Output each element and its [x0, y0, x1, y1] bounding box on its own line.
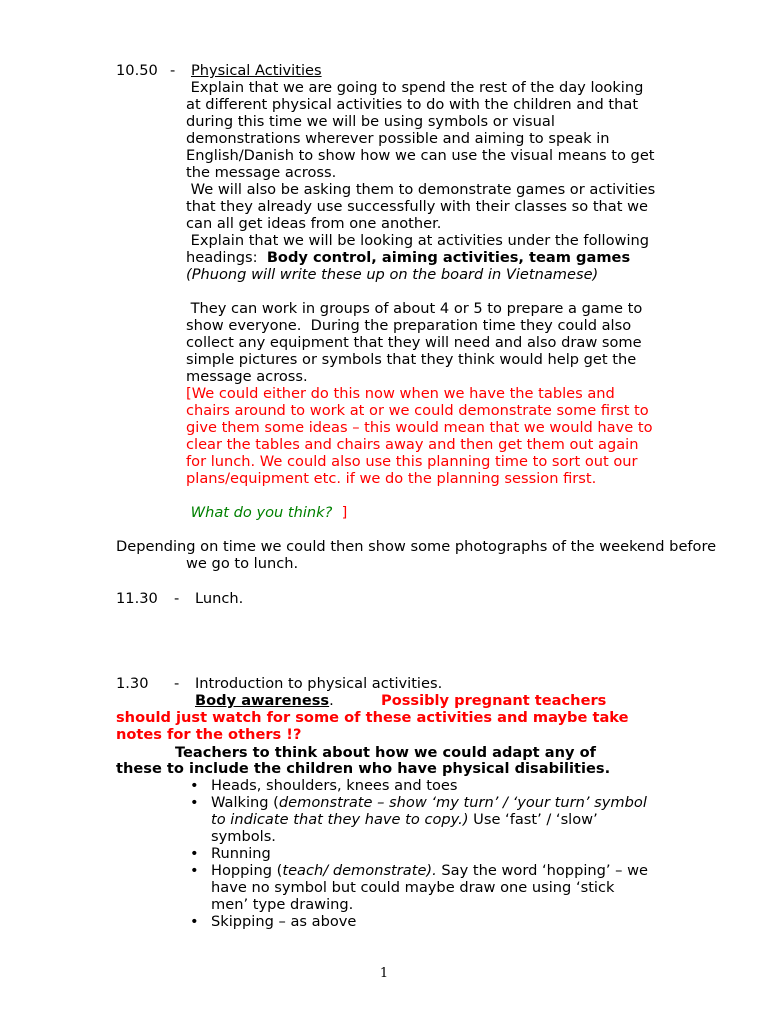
teachers-adapt-note-start: Teachers to think about how we could adapt any of — [175, 744, 596, 761]
walking-instruction: demonstrate – show ‘my turn’ / ‘your turn’ symbol to indicate that they have to copy.) — [211, 794, 647, 828]
headings-note: (Phuong will write these up on the board in Vietnamese) — [186, 249, 640, 283]
pregnant-teachers-note-start: Possibly pregnant teachers — [381, 692, 607, 709]
pregnant-teachers-note-rest: should just watch for some of these activities and maybe take notes for the others !? — [116, 709, 629, 743]
red-planning-note: [We could either do this now when we have the tables and chairs around to work at or we could demonstrate some first to give them some ideas – this would mean that we would have to clear the tables and chairs away and then get them out again for lunch. We could also use this planning time to sort out our plans/equipment etc. if we do the planning session first. — [186, 385, 653, 487]
hopping-label: Hopping ( — [211, 862, 283, 879]
what-do-you-think-text: What do you think? — [186, 504, 333, 521]
paragraph-headings — [186, 232, 656, 283]
list-item — [186, 862, 656, 913]
list-item: • Skipping – as above — [186, 913, 656, 930]
lunch-dash: - — [174, 590, 180, 607]
page-number: 1 — [379, 966, 389, 981]
body-awareness-period: . — [329, 692, 334, 709]
section-1-dash: - — [170, 62, 176, 79]
walking-symbols: Use ‘fast’ / ‘slow’ symbols. — [211, 811, 598, 845]
section-2-dash: - — [174, 675, 180, 692]
lunch-label: Lunch. — [195, 590, 244, 607]
headings-intro: Explain that we will be looking at activities under the following headings: — [186, 232, 654, 266]
lunch-time: 11.30 — [116, 590, 158, 607]
hopping-note: Say the word ‘hopping’ – we have no symbol but could maybe draw one using ‘stick men’ type drawing. — [211, 862, 649, 913]
body-awareness-label: Body awareness — [195, 692, 330, 709]
section-1-time: 10.50 — [116, 62, 158, 79]
body-awareness-heading — [195, 692, 334, 709]
photographs-note: Depending on time we could then show some photographs of the weekend before we go to lunch. — [116, 538, 717, 572]
list-item — [186, 794, 656, 845]
paragraph-explain-day: Explain that we are going to spend the rest of the day looking at different physical activities to do with the children and that during this time we will be using symbols or visual demonstrations wherever possible and aiming to speak in English/Danish to show how we can use the visual means to get the message across. — [186, 79, 660, 181]
paragraph-groups: They can work in groups of about 4 or 5 to prepare a game to show everyone. During the preparation time they could also collect any equipment that they will need and also draw some simple pictures or symbols that they think would help get the message across. — [186, 300, 647, 385]
section-1-title: Physical Activities — [191, 62, 322, 79]
walking-label: Walking ( — [211, 794, 279, 811]
closing-bracket: ] — [332, 504, 348, 521]
hopping-instruction: teach/ demonstrate). — [282, 862, 437, 879]
headings-list: Body control, aiming activities, team games — [266, 249, 631, 266]
paragraph-demonstrate-games: We will also be asking them to demonstrate games or activities that they already use successfully with their classes so that we can all get ideas from one another. — [186, 181, 660, 232]
question-line — [186, 504, 656, 521]
list-item: • Heads, shoulders, knees and toes — [186, 777, 656, 794]
section-2-time: 1.30 — [116, 675, 149, 692]
section-2-title: Introduction to physical activities. — [195, 675, 443, 692]
activities-list — [186, 777, 656, 930]
list-item: • Running — [186, 845, 656, 862]
teachers-adapt-note-rest: these to include the children who have physical disabilities. — [116, 760, 611, 777]
